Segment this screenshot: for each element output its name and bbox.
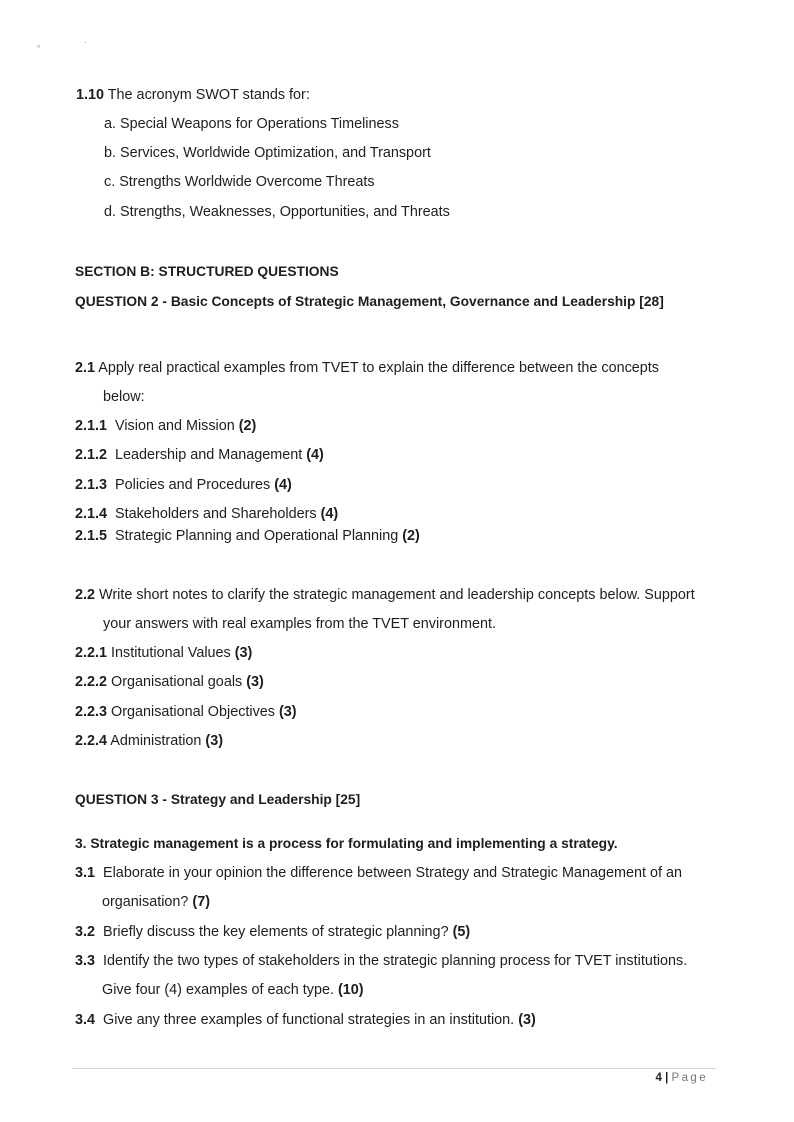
question-2-2 — [75, 586, 695, 604]
marks: (2) — [402, 528, 420, 544]
item-3-3: 3.3 Identify the two types of stakeholders in the strategic planning process for TVET institutions. — [75, 953, 688, 969]
question-text: Write short notes to clarify the strategic management and leadership concepts below. Support — [99, 587, 695, 603]
item-3-4: 3.4 Give any three examples of functional strategies in an institution. (3) — [75, 1012, 536, 1028]
page-label: Page — [671, 1072, 708, 1084]
option-d: d. Strengths, Weaknesses, Opportunities, and Threats — [104, 204, 450, 220]
scan-speck: · — [84, 38, 87, 47]
page-footer — [640, 1071, 708, 1085]
question-2-1 — [75, 359, 659, 377]
question-number: 2.2 — [75, 587, 96, 603]
question-text: Apply real practical examples from TVET to explain the difference between the concepts — [98, 360, 659, 376]
footer-separator: | — [665, 1072, 669, 1084]
marks: (4) — [274, 477, 292, 493]
option-a: a. Special Weapons for Operations Timeliness — [104, 116, 399, 132]
marks: (4) — [306, 447, 324, 463]
marks: (4) — [320, 506, 339, 522]
footer-divider — [72, 1068, 716, 1069]
question-number: 1.10 — [76, 87, 105, 103]
question-3-heading: QUESTION 3 - Strategy and Leadership [25] — [75, 792, 361, 807]
item-2-1-3: 2.1.3 Policies and Procedures (4) — [75, 477, 292, 493]
question-1-10 — [76, 86, 310, 104]
item-2-1-4: 2.1.4 Stakeholders and Shareholders (4) — [75, 506, 339, 522]
item-3-2: 3.2 Briefly discuss the key elements of strategic planning? (5) — [75, 924, 471, 940]
question-text: The acronym SWOT stands for: — [107, 87, 310, 103]
marks: (3) — [518, 1012, 536, 1028]
item-2-1-1: 2.1.1 Vision and Mission (2) — [75, 418, 257, 434]
item-3-1-continued: organisation? (7) — [102, 894, 211, 910]
question-2-1-continued: below: — [103, 389, 145, 405]
question-2-heading: QUESTION 2 - Basic Concepts of Strategic Management, Governance and Leadership [28] — [75, 294, 664, 309]
question-3-intro: 3. Strategic management is a process for formulating and implementing a strategy. — [75, 836, 618, 851]
option-c: c. Strengths Worldwide Overcome Threats — [104, 174, 375, 190]
option-b: b. Services, Worldwide Optimization, and Transport — [104, 145, 431, 161]
item-3-3-continued: Give four (4) examples of each type. (10) — [102, 982, 364, 998]
item-2-2-3: 2.2.3 Organisational Objectives (3) — [75, 704, 297, 720]
section-b-heading: SECTION B: STRUCTURED QUESTIONS — [75, 264, 339, 279]
item-3-1: 3.1 Elaborate in your opinion the difference between Strategy and Strategic Management of an — [75, 865, 682, 881]
item-2-2-1: 2.2.1 Institutional Values (3) — [75, 645, 253, 661]
item-2-2-2: 2.2.2 Organisational goals (3) — [75, 674, 264, 690]
question-number: 2.1 — [75, 360, 96, 376]
marks: (3) — [234, 645, 253, 661]
marks: (10) — [337, 982, 364, 998]
item-2-1-5: 2.1.5 Strategic Planning and Operational Planning (2) — [75, 528, 420, 544]
scan-speck: ° — [37, 44, 41, 53]
marks: (3) — [279, 704, 297, 720]
marks: (2) — [238, 418, 257, 434]
item-2-2-4: 2.2.4 Administration (3) — [75, 733, 224, 749]
item-2-1-2: 2.1.2 Leadership and Management (4) — [75, 447, 324, 463]
marks: (5) — [452, 924, 471, 940]
page-number: 4 — [655, 1072, 662, 1084]
question-2-2-continued: your answers with real examples from the TVET environment. — [103, 616, 496, 632]
marks: (3) — [205, 733, 224, 749]
marks: (7) — [192, 894, 211, 910]
marks: (3) — [246, 674, 264, 690]
